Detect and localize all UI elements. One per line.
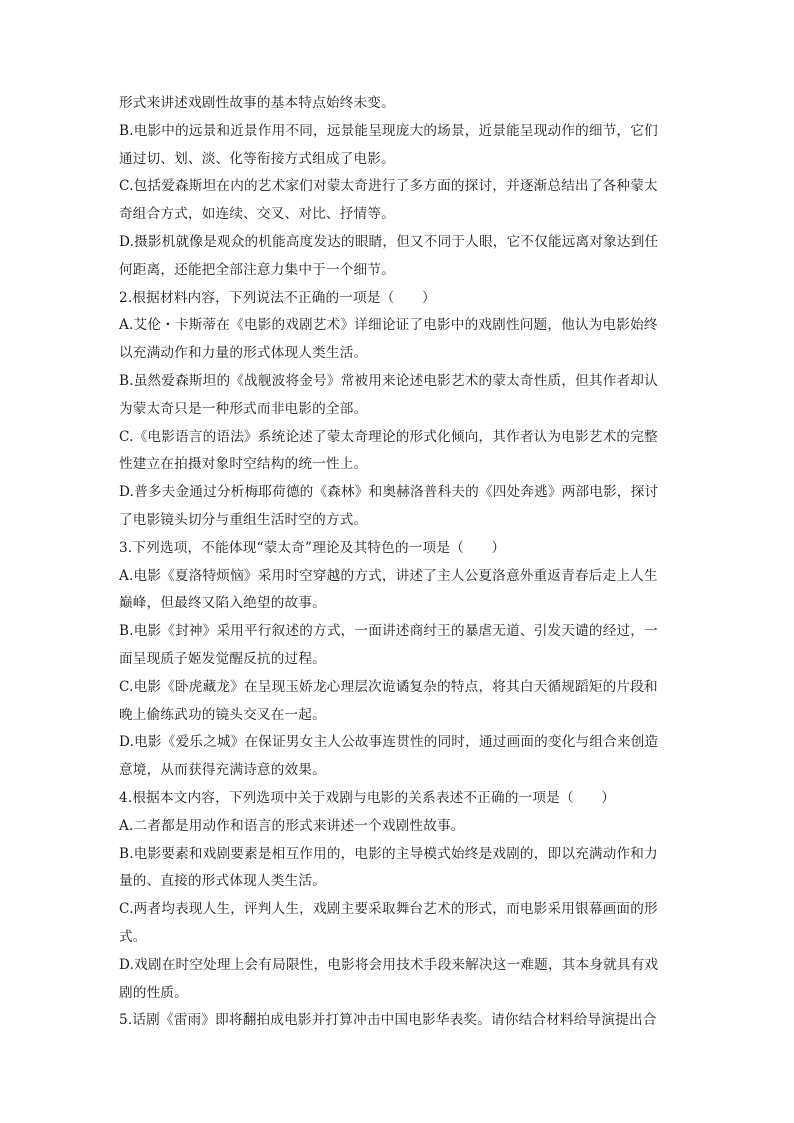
- question-5: 5.话剧《雷雨》即将翻拍成电影并打算冲击中国电影华表奖。请你结合材料给导演提出合: [119, 1012, 657, 1029]
- option-c-line: C.《电影语言的语法》系统论述了蒙太奇理论的形式化倾向，其作者认为电影艺术的完整: [119, 428, 658, 445]
- option-a-line: A.二者都是用动作和语言的形式来讲述一个戏剧性故事。: [119, 817, 465, 834]
- text-line: 奇组合方式，如连续、交叉、对比、抒情等。: [119, 206, 395, 223]
- text-line: 量的、直接的形式体现人类生活。: [119, 873, 326, 890]
- text-line: 形式来讲述戏剧性故事的基本特点始终未变。: [119, 95, 395, 111]
- question-2: 2.根据材料内容，下列说法不正确的一项是（ ）: [119, 289, 436, 306]
- option-b-line: B.电影中的远景和近景作用不同，远景能呈现庞大的场景，近景能呈现动作的细节，它们: [119, 122, 658, 139]
- text-line: 为蒙太奇只是一种形式而非电影的全部。: [119, 400, 368, 417]
- question-3: 3.下列选项，不能体现“蒙太奇”理论及其特色的一项是（ ）: [119, 539, 506, 556]
- option-b-line: B.电影《封神》采用平行叙述的方式，一面讲述商纣王的暴虐无道、引发天谴的经过，一: [119, 623, 658, 640]
- option-c-line: C.包括爱森斯坦在内的艺术家们对蒙太奇进行了多方面的探讨，并逐渐总结出了各种蒙太: [119, 178, 658, 195]
- option-c-line: C.电影《卧虎藏龙》在呈现玉娇龙心理层次诡谲复杂的特点，将其白天循规蹈矩的片段和: [119, 678, 658, 695]
- option-c-line: C.两者均表现人生，评判人生，戏剧主要采取舞台艺术的形式，而电影采用银幕画面的形: [119, 901, 658, 918]
- option-d-line: D.电影《爱乐之城》在保证男女主人公故事连贯性的同时，通过画面的变化与组合来创造: [119, 734, 659, 751]
- text-line: 意境，从而获得充满诗意的效果。: [119, 762, 326, 779]
- text-line: 面呈现质子姬发觉醒反抗的过程。: [119, 650, 326, 667]
- option-d-line: D.戏剧在时空处理上会有局限性，电影将会用技术手段来解决这一难题，其本身就具有戏: [119, 956, 659, 973]
- option-b-line: B.电影要素和戏剧要素是相互作用的，电影的主导模式始终是戏剧的，即以充满动作和力: [119, 845, 658, 862]
- option-d-line: D.摄影机就像是观众的机能高度发达的眼睛，但又不同于人眼，它不仅能远离对象达到任: [119, 233, 659, 250]
- text-line: 剧的性质。: [119, 984, 188, 1001]
- text-line: 何距离，还能把全部注意力集中于一个细节。: [119, 261, 395, 278]
- option-a-line: A.艾伦・卡斯蒂在《电影的戏剧艺术》详细论证了电影中的戏剧性问题，他认为电影始终: [119, 317, 658, 334]
- question-4: 4.根据本文内容，下列选项中关于戏剧与电影的关系表述不正确的一项是（ ）: [119, 789, 616, 806]
- text-line: 晚上偷练武功的镜头交叉在一起。: [119, 706, 326, 723]
- text-line: 巅峰，但最终又陷入绝望的故事。: [119, 595, 326, 612]
- option-b-line: B.虽然爱森斯坦的《战舰波将金号》常被用来论述电影艺术的蒙太奇性质，但其作者却认: [119, 372, 658, 389]
- text-line: 了电影镜头切分与重组生活时空的方式。: [119, 511, 368, 528]
- option-d-line: D.普多夫金通过分析梅耶荷德的《森林》和奥赫洛普科夫的《四处奔逃》两部电影，探讨: [119, 484, 659, 501]
- text-line: 以充满动作和力量的形式体现人类生活。: [119, 345, 368, 362]
- text-line: 式。: [119, 928, 147, 945]
- document-body: [119, 90, 679, 1035]
- option-a-line: A.电影《夏洛特烦恼》采用时空穿越的方式，讲述了主人公夏洛意外重返青春后走上人生: [119, 567, 658, 584]
- text-line: 通过切、划、淡、化等衔接方式组成了电影。: [119, 150, 395, 167]
- text-line: 性建立在拍摄对象时空结构的统一性上。: [119, 456, 368, 473]
